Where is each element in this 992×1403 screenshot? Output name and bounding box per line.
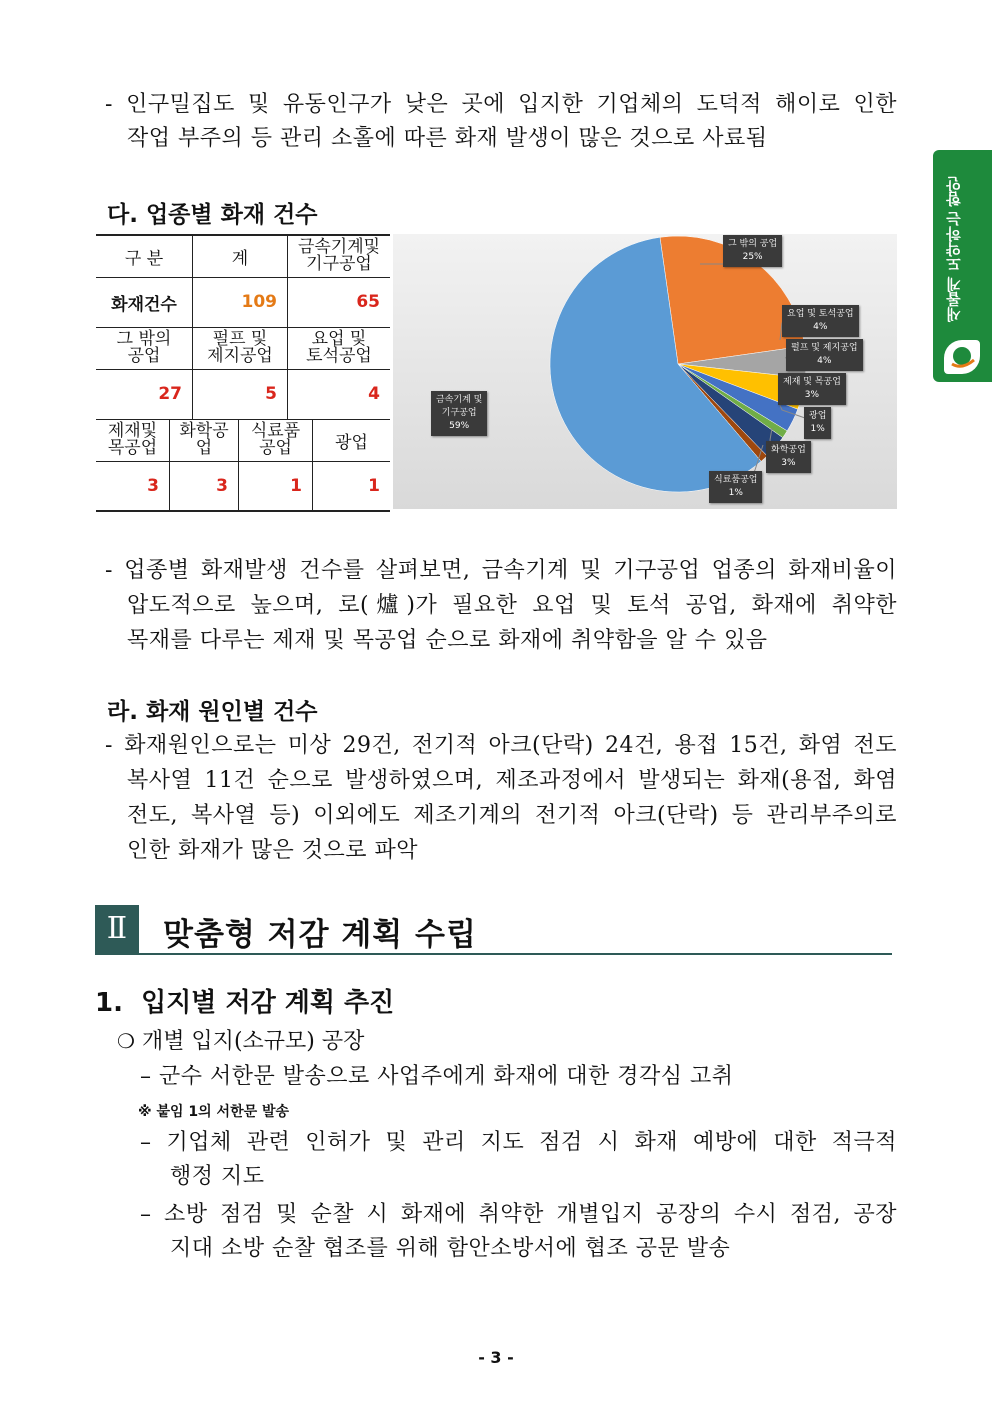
value-etc: 27 bbox=[96, 369, 193, 419]
item-1: – 군수 서한문 발송으로 사업주에게 화재에 대한 경각심 고취 bbox=[140, 1064, 734, 1089]
item-3-line-1: – 소방 점검 및 순찰 시 화재에 취약한 개별입지 공장의 수시 점검, 공장 bbox=[140, 1202, 897, 1227]
value-metal: 65 bbox=[288, 277, 391, 327]
para2-line-3: 목재를 다루는 제재 및 목공업 순으로 화재에 취약함을 알 수 있음 bbox=[127, 628, 768, 653]
label-chem: 화학공업 3% bbox=[766, 441, 811, 473]
value-mining: 1 bbox=[313, 461, 391, 511]
label-ceramic: 요업 및 토석공업 4% bbox=[782, 305, 859, 337]
chapter-title: 맞춤형 저감 계획 수립 bbox=[163, 917, 477, 953]
label-food: 식료품공업 1% bbox=[709, 471, 762, 503]
header-wood: 제재및 목공업 bbox=[96, 419, 170, 461]
note-attachment: ※ 붙임 1의 서한문 발송 bbox=[138, 1104, 290, 1120]
circle-bullet-icon: ❍ bbox=[117, 1029, 135, 1053]
value-ceramic: 4 bbox=[288, 369, 391, 419]
label-wood: 제재 및 목공업 3% bbox=[778, 373, 846, 405]
value-total: 109 bbox=[193, 277, 288, 327]
bullet-text: 개별 입지(소규모) 공장 bbox=[141, 1029, 365, 1054]
header-ceramic: 요업 및 토석공업 bbox=[288, 327, 391, 369]
haman-logo-icon bbox=[944, 340, 980, 374]
item-2-line-2: 행정 지도 bbox=[170, 1164, 265, 1189]
bullet-individual-site bbox=[117, 1024, 364, 1055]
header-chem: 화학공 업 bbox=[170, 419, 239, 461]
item-3-line-2: 지대 소방 순찰 협조를 위해 함안소방서에 협조 공문 발송 bbox=[170, 1236, 731, 1261]
intro-line-1: - 인구밀집도 및 유동인구가 낮은 곳에 입지한 기업체의 도덕적 해이로 인한 bbox=[105, 92, 897, 117]
header-mining: 광업 bbox=[313, 419, 391, 461]
header-etc: 그 밖의 공업 bbox=[96, 327, 193, 369]
header-metal: 금속기계및 기구공업 bbox=[288, 235, 391, 277]
para3-line-2: 복사열 11건 순으로 발생하였으며, 제조과정에서 발생되는 화재(용접, 화염 bbox=[127, 768, 897, 793]
para2-line-1: - 업종별 화재발생 건수를 살펴보면, 금속기계 및 기구공업 업종의 화재비율이 bbox=[105, 558, 897, 583]
para3-line-3: 전도, 복사열 등) 이외에도 제조기계의 전기적 아크(단락) 등 관리부주의로 bbox=[127, 803, 897, 828]
para3-line-1: - 화재원인으로는 미상 29건, 전기적 아크(단락) 24건, 용접 15건, 화염 전도 bbox=[105, 733, 897, 758]
item-2 bbox=[140, 1126, 897, 1194]
header-total: 계 bbox=[193, 235, 288, 277]
intro-paragraph bbox=[105, 88, 897, 156]
fire-count-table bbox=[96, 234, 390, 512]
label-etc: 그 밖의 공업 25% bbox=[723, 235, 782, 267]
section-da-title: 다. 업종별 화재 건수 bbox=[107, 202, 318, 228]
label-metal: 금속기계 및 기구공업 59% bbox=[431, 391, 487, 436]
label-pulp: 펄프 및 제지공업 4% bbox=[786, 339, 863, 371]
label-mining: 광업 1% bbox=[804, 407, 831, 439]
item-2-line-1: – 기업체 관련 인허가 및 관리 지도 점검 시 화재 예방에 대한 적극적 bbox=[140, 1130, 897, 1155]
pie-chart-svg bbox=[393, 234, 897, 509]
page-number: - 3 - bbox=[478, 1348, 514, 1367]
value-pulp: 5 bbox=[193, 369, 288, 419]
chapter-heading bbox=[95, 905, 892, 955]
value-wood: 3 bbox=[96, 461, 170, 511]
value-food: 1 bbox=[239, 461, 313, 511]
subsection-1-title: 1. 입지별 저감 계획 추진 bbox=[95, 988, 395, 1018]
side-tab-text: 새롭게 도약하는 함안 bbox=[945, 176, 963, 322]
para3-line-4: 인한 화재가 많은 것으로 파악 bbox=[127, 838, 418, 863]
para2-line-2: 압도적으로 높으며, 로(爐)가 필요한 요업 및 토석 공업, 화재에 취약한 bbox=[127, 593, 897, 618]
row-label-fire-count: 화재건수 bbox=[96, 277, 193, 327]
pie-chart bbox=[393, 234, 897, 509]
industry-analysis-paragraph bbox=[105, 553, 897, 658]
item-3 bbox=[140, 1198, 897, 1266]
header-category: 구 분 bbox=[96, 235, 193, 277]
header-pulp: 펄프 및 제지공업 bbox=[193, 327, 288, 369]
fire-cause-paragraph bbox=[105, 728, 897, 868]
intro-line-2: 작업 부주의 등 관리 소홀에 따른 화재 발생이 많은 것으로 사료됨 bbox=[127, 126, 768, 151]
side-tab bbox=[933, 150, 992, 382]
header-food: 식료품 공업 bbox=[239, 419, 313, 461]
section-ra-title: 라. 화재 원인별 건수 bbox=[107, 699, 318, 725]
chapter-number: Ⅱ bbox=[95, 905, 139, 953]
value-chem: 3 bbox=[170, 461, 239, 511]
